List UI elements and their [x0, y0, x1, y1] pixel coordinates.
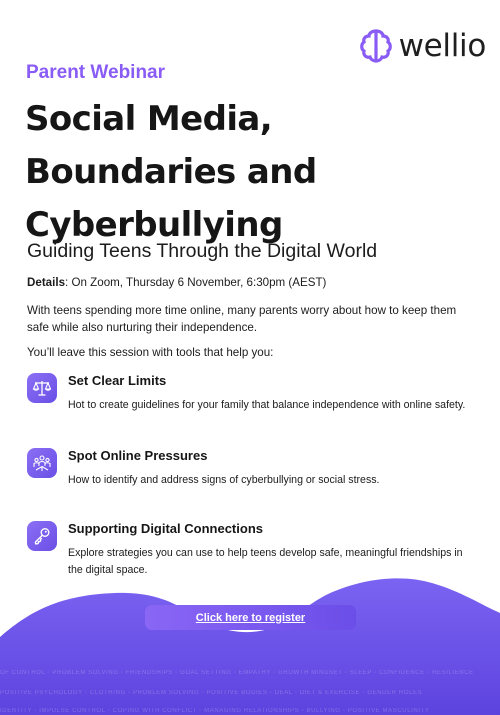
- benefit-description: Explore strategies you can use to help teens develop safe, meaningful friendships in the digital space.: [68, 547, 463, 576]
- benefit-icon-badge: [27, 521, 57, 551]
- benefit-icon-badge: [27, 373, 57, 403]
- benefit-icon-badge: [27, 448, 57, 478]
- benefit-title: Supporting Digital Connections: [68, 521, 263, 536]
- footer-topics-band: OF CONTROL ◦ PROBLEM SOLVING ◦ FRIENDSHIPS ◦ GOAL SETTING ◦ EMPATHY ◦ GROWTH MINDSET ◦ SLEEP ◦ CONFIDENCE ◦ RESILIENCE: [0, 670, 474, 676]
- benefits-lead: You’ll leave this session with tools that help you:: [27, 346, 274, 359]
- benefit-title: Spot Online Pressures: [68, 448, 208, 463]
- event-details: [27, 276, 326, 289]
- title-line: Boundaries and: [25, 152, 317, 192]
- event-type-label: Parent Webinar: [26, 62, 166, 83]
- page-title: [25, 93, 465, 252]
- key-icon: [32, 526, 52, 546]
- footer-topics-band: POSITIVE PSYCHOLOGY ◦ CLOTHING ◦ PROBLEM SOLVING ◦ POSITIVE BODIES ◦ DEAL ◦ DIET & EXERCISE ◦ GENDER ROLES: [0, 690, 423, 696]
- scales-icon: [32, 378, 52, 398]
- details-text: : On Zoom, Thursday 6 November, 6:30pm (AEST): [65, 276, 327, 289]
- benefit-title: Set Clear Limits: [68, 373, 167, 388]
- title-line: Social Media,: [25, 99, 273, 139]
- intro-paragraph: With teens spending more time online, many parents worry about how to keep them safe while also nurturing their independence.: [27, 304, 457, 334]
- benefit-description: Hot to create guidelines for your family that balance independence with online safety.: [68, 399, 466, 411]
- brain-logo-icon: [359, 28, 393, 64]
- wellio-logo: [359, 28, 486, 64]
- brand-name: wellio: [398, 28, 486, 64]
- page-subtitle: Guiding Teens Through the Digital World: [27, 240, 378, 262]
- benefit-description: How to identify and address signs of cyberbullying or social stress.: [68, 474, 380, 486]
- footer-topics-band: IDENTITY ◦ IMPULSE CONTROL ◦ COPING WITH CONFLICT ◦ MANAGING RELATIONSHIPS ◦ BULLYING ◦ POSITIVE MASCULINITY: [0, 708, 430, 714]
- register-button[interactable]: [145, 605, 356, 630]
- people-support-icon: [32, 453, 52, 473]
- details-label: Details: [27, 276, 66, 289]
- register-button-label[interactable]: Click here to register: [195, 611, 306, 624]
- title-line: Cyberbullying: [25, 205, 283, 245]
